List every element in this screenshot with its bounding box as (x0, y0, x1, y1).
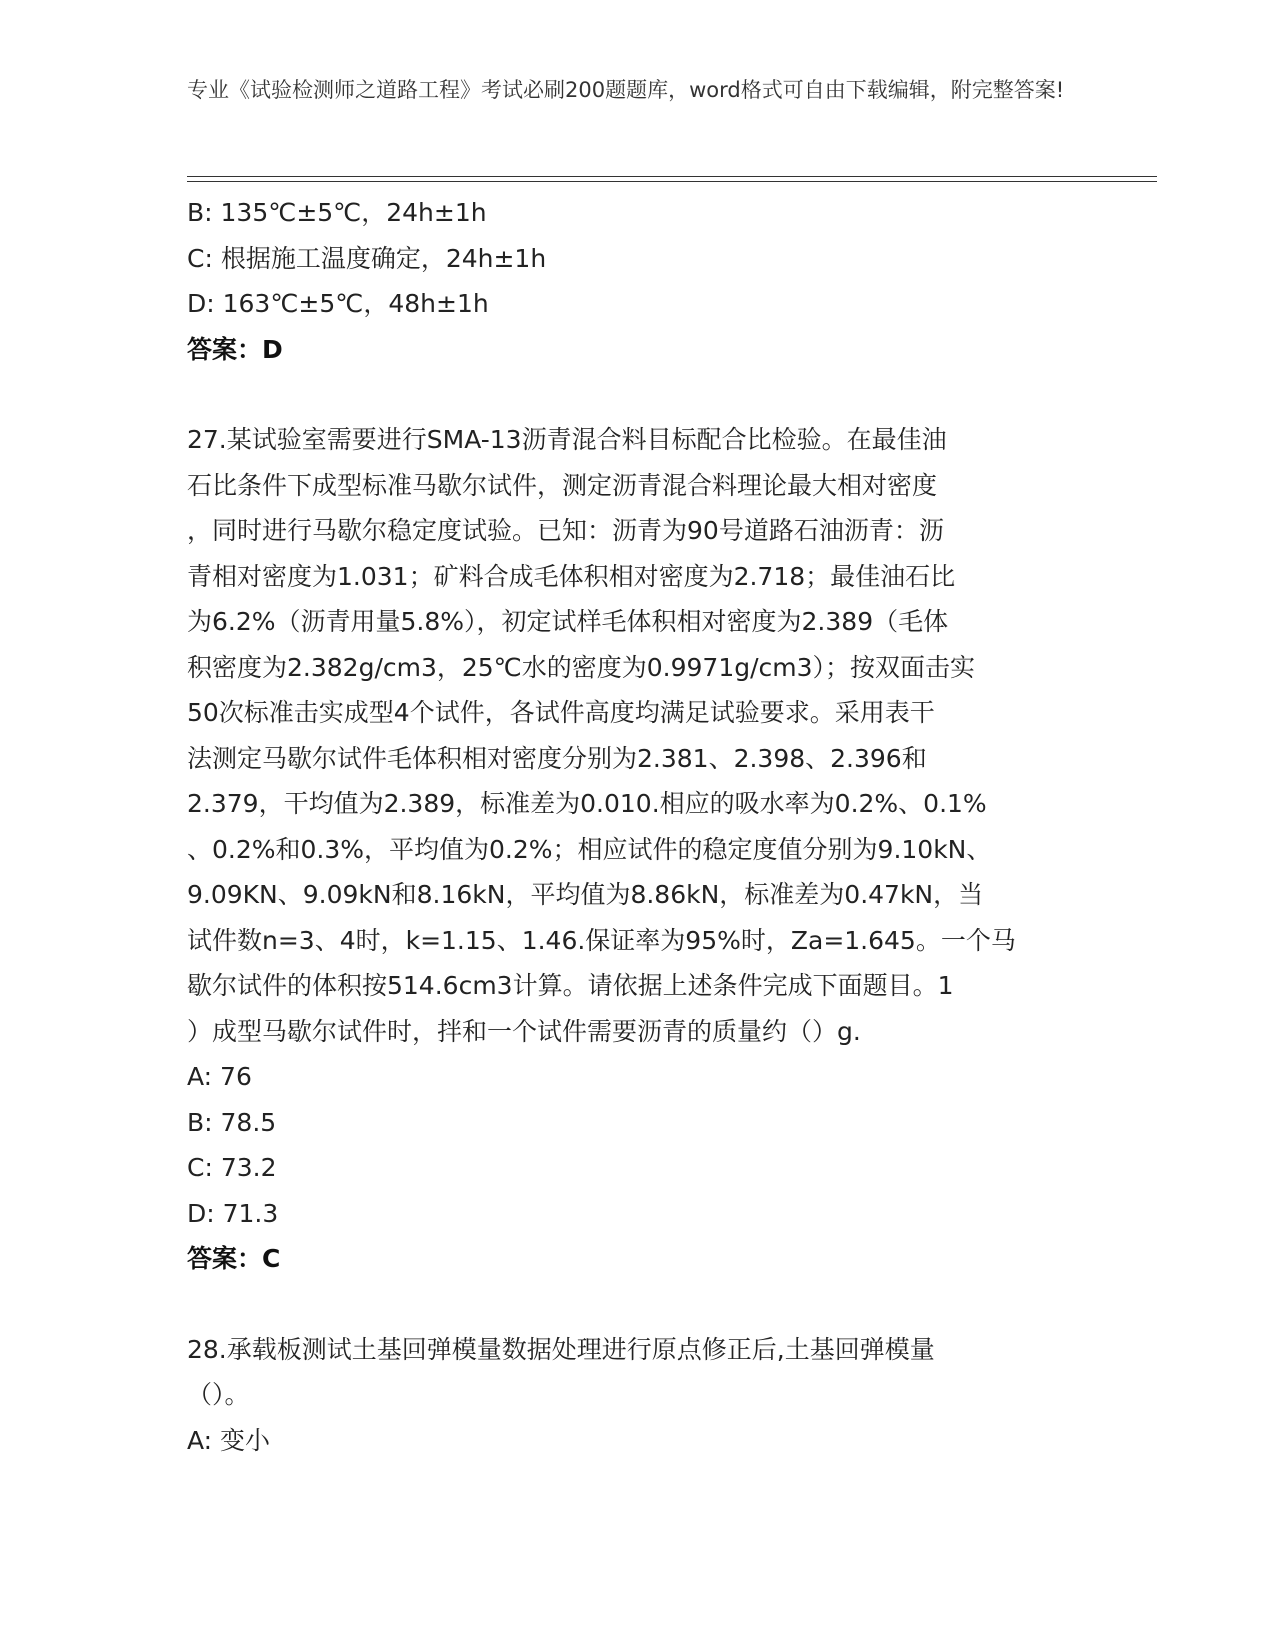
option-d: D: 163℃±5℃，48h±1h (187, 289, 489, 318)
option-a: A: 76 (187, 1062, 252, 1091)
question-stem-line: 28.承载板测试土基回弹模量数据处理进行原点修正后,土基回弹模量 (187, 1334, 935, 1364)
document-body (187, 190, 1087, 1463)
question-27 (187, 417, 1087, 1282)
option-c: C: 根据施工温度确定，24h±1h (187, 243, 547, 273)
answer-label: 答案：D (187, 334, 283, 364)
answer-label: 答案：C (187, 1244, 281, 1273)
question-stem-line: 法测定马歇尔试件毛体积相对密度分别为2.381、2.398、2.396和 (187, 743, 927, 773)
question-stem-line: 为6.2%（沥青用量5.8%），初定试样毛体积相对密度为2.389（毛体 (187, 607, 949, 636)
spacer (187, 1282, 1087, 1327)
spacer (187, 372, 1087, 417)
question-26-tail (187, 190, 1087, 372)
option-b: B: 78.5 (187, 1107, 277, 1137)
question-stem-line: 50次标准击实成型4个试件，各试件高度均满足试验要求。采用表干 (187, 698, 935, 727)
question-stem-line: 27.某试验室需要进行SMA-13沥青混合料目标配合比检验。在最佳油 (187, 425, 947, 454)
question-stem-line: （）。 (187, 1380, 250, 1409)
header-divider (187, 176, 1157, 182)
question-stem-line: 青相对密度为1.031；矿料合成毛体积相对密度为2.718；最佳油石比 (187, 561, 956, 591)
option-d: D: 71.3 (187, 1198, 279, 1228)
question-stem-line: 歇尔试件的体积按514.6cm3计算。请依据上述条件完成下面题目。1 (187, 971, 954, 1000)
question-stem-line: 石比条件下成型标准马歇尔试件，测定沥青混合料理论最大相对密度 (187, 470, 938, 500)
option-c: C: 73.2 (187, 1153, 277, 1182)
question-stem-line: 2.379，干均值为2.389，标准差为0.010.相应的吸水率为0.2%、0.1% (187, 789, 987, 818)
question-stem-line: 试件数n=3、4时，k=1.15、1.46.保证率为95%时，Za=1.645。一个马 (187, 925, 1016, 955)
question-stem-line: 积密度为2.382g/cm3，25℃水的密度为0.9971g/cm3）；按双面击实 (187, 652, 976, 682)
option-a: A: 变小 (187, 1425, 271, 1455)
question-stem-line: ，同时进行马歇尔稳定度试验。已知：沥青为90号道路石油沥青：沥 (187, 516, 944, 545)
question-stem-line: 9.09KN、9.09kN和8.16kN，平均值为8.86kN，标准差为0.47kN，当 (187, 880, 984, 909)
page-header: 专业《试验检测师之道路工程》考试必刷200题题库，word格式可自由下载编辑，附完整答案! (187, 78, 1065, 102)
option-b: B: 135℃±5℃，24h±1h (187, 198, 487, 227)
question-28 (187, 1327, 1087, 1464)
question-stem-line: ）成型马歇尔试件时，拌和一个试件需要沥青的质量约（）g. (187, 1016, 861, 1046)
question-stem-line: 、0.2%和0.3%，平均值为0.2%；相应试件的稳定度值分别为9.10kN、 (187, 834, 992, 864)
